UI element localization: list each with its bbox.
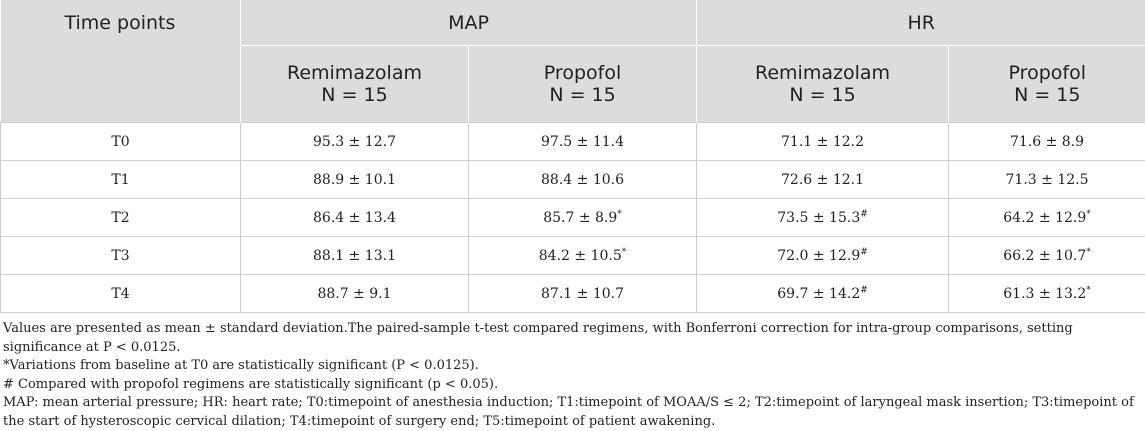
header-sub-name: Remimazolam	[241, 62, 468, 84]
value-text: 66.2 ± 10.7	[1003, 248, 1086, 264]
time-point-cell: T1	[1, 161, 241, 199]
footnote-abbreviations: MAP: mean arterial pressure; HR: heart rate; T0:timepoint of anesthesia induction; T1:timepoint of MOAA/S ≤ 2; T2:timepoint of laryngeal mask insertion; T3:timepoint of the start of hysteroscopic cervical dilation; T4:timepoint of surgery end; T5:timepoint of patient awakening.	[3, 394, 1145, 431]
header-group-map: MAP	[241, 0, 697, 46]
value-cell	[241, 161, 469, 199]
header-sub-n: N = 15	[241, 84, 468, 106]
value-text: 72.6 ± 12.1	[781, 172, 864, 188]
header-map-remimazolam	[241, 46, 469, 123]
header-sub-name: Remimazolam	[697, 62, 948, 84]
value-cell	[469, 199, 697, 237]
value-text: 88.4 ± 10.6	[541, 172, 624, 188]
table-row	[1, 199, 1145, 237]
significance-marker: #	[860, 209, 868, 219]
header-sub-n: N = 15	[469, 84, 696, 106]
value-cell	[241, 275, 469, 313]
value-cell	[949, 199, 1145, 237]
value-text: 73.5 ± 15.3	[777, 210, 860, 226]
header-time-points: Time points	[1, 0, 241, 123]
significance-marker: *	[622, 247, 627, 257]
time-point-cell: T2	[1, 199, 241, 237]
value-text: 61.3 ± 13.2	[1003, 286, 1086, 302]
footnote-values: Values are presented as mean ± standard deviation.The paired-sample t-test compared regimens, with Bonferroni correction for intra-group comparisons, setting significance at P < 0.0125.	[3, 320, 1145, 357]
significance-marker: #	[860, 285, 868, 295]
value-text: 72.0 ± 12.9	[777, 248, 860, 264]
value-cell	[469, 123, 697, 161]
time-point-cell: T3	[1, 237, 241, 275]
value-cell	[241, 237, 469, 275]
value-cell	[697, 237, 949, 275]
value-cell	[697, 123, 949, 161]
value-cell	[697, 275, 949, 313]
header-sub-name: Propofol	[469, 62, 696, 84]
value-cell	[697, 161, 949, 199]
value-text: 95.3 ± 12.7	[313, 134, 396, 150]
value-cell	[949, 275, 1145, 313]
value-cell	[469, 275, 697, 313]
header-hr-remimazolam	[697, 46, 949, 123]
significance-marker: *	[1086, 285, 1091, 295]
header-sub-n: N = 15	[949, 84, 1145, 106]
footnote-hash: # Compared with propofol regimens are statistically significant (p < 0.05).	[3, 376, 1145, 395]
significance-marker: #	[860, 247, 868, 257]
value-text: 88.9 ± 10.1	[313, 172, 396, 188]
significance-marker: *	[617, 209, 622, 219]
value-cell	[949, 237, 1145, 275]
time-point-cell: T4	[1, 275, 241, 313]
value-text: 64.2 ± 12.9	[1003, 210, 1086, 226]
value-cell	[949, 161, 1145, 199]
value-text: 71.3 ± 12.5	[1006, 172, 1089, 188]
header-sub-n: N = 15	[697, 84, 948, 106]
header-sub-name: Propofol	[949, 62, 1145, 84]
table-row	[1, 123, 1145, 161]
value-text: 88.1 ± 13.1	[313, 248, 396, 264]
table-footnotes	[0, 313, 1145, 431]
header-group-hr: HR	[697, 0, 1145, 46]
value-cell	[949, 123, 1145, 161]
value-text: 97.5 ± 11.4	[541, 134, 624, 150]
value-cell	[241, 199, 469, 237]
value-cell	[469, 161, 697, 199]
table-row	[1, 275, 1145, 313]
value-text: 84.2 ± 10.5	[539, 248, 622, 264]
significance-marker: *	[1086, 209, 1091, 219]
value-text: 71.6 ± 8.9	[1010, 134, 1084, 150]
value-text: 86.4 ± 13.4	[313, 210, 396, 226]
value-text: 85.7 ± 8.9	[543, 210, 617, 226]
header-hr-propofol	[949, 46, 1145, 123]
header-map-propofol	[469, 46, 697, 123]
value-text: 88.7 ± 9.1	[317, 286, 391, 302]
value-text: 69.7 ± 14.2	[777, 286, 860, 302]
significance-marker: *	[1086, 247, 1091, 257]
value-cell	[697, 199, 949, 237]
value-cell	[241, 123, 469, 161]
value-cell	[469, 237, 697, 275]
time-point-cell: T0	[1, 123, 241, 161]
table-row	[1, 237, 1145, 275]
value-text: 71.1 ± 12.2	[781, 134, 864, 150]
value-text: 87.1 ± 10.7	[541, 286, 624, 302]
footnote-asterisk: *Variations from baseline at T0 are statistically significant (P < 0.0125).	[3, 357, 1145, 376]
table-row	[1, 161, 1145, 199]
